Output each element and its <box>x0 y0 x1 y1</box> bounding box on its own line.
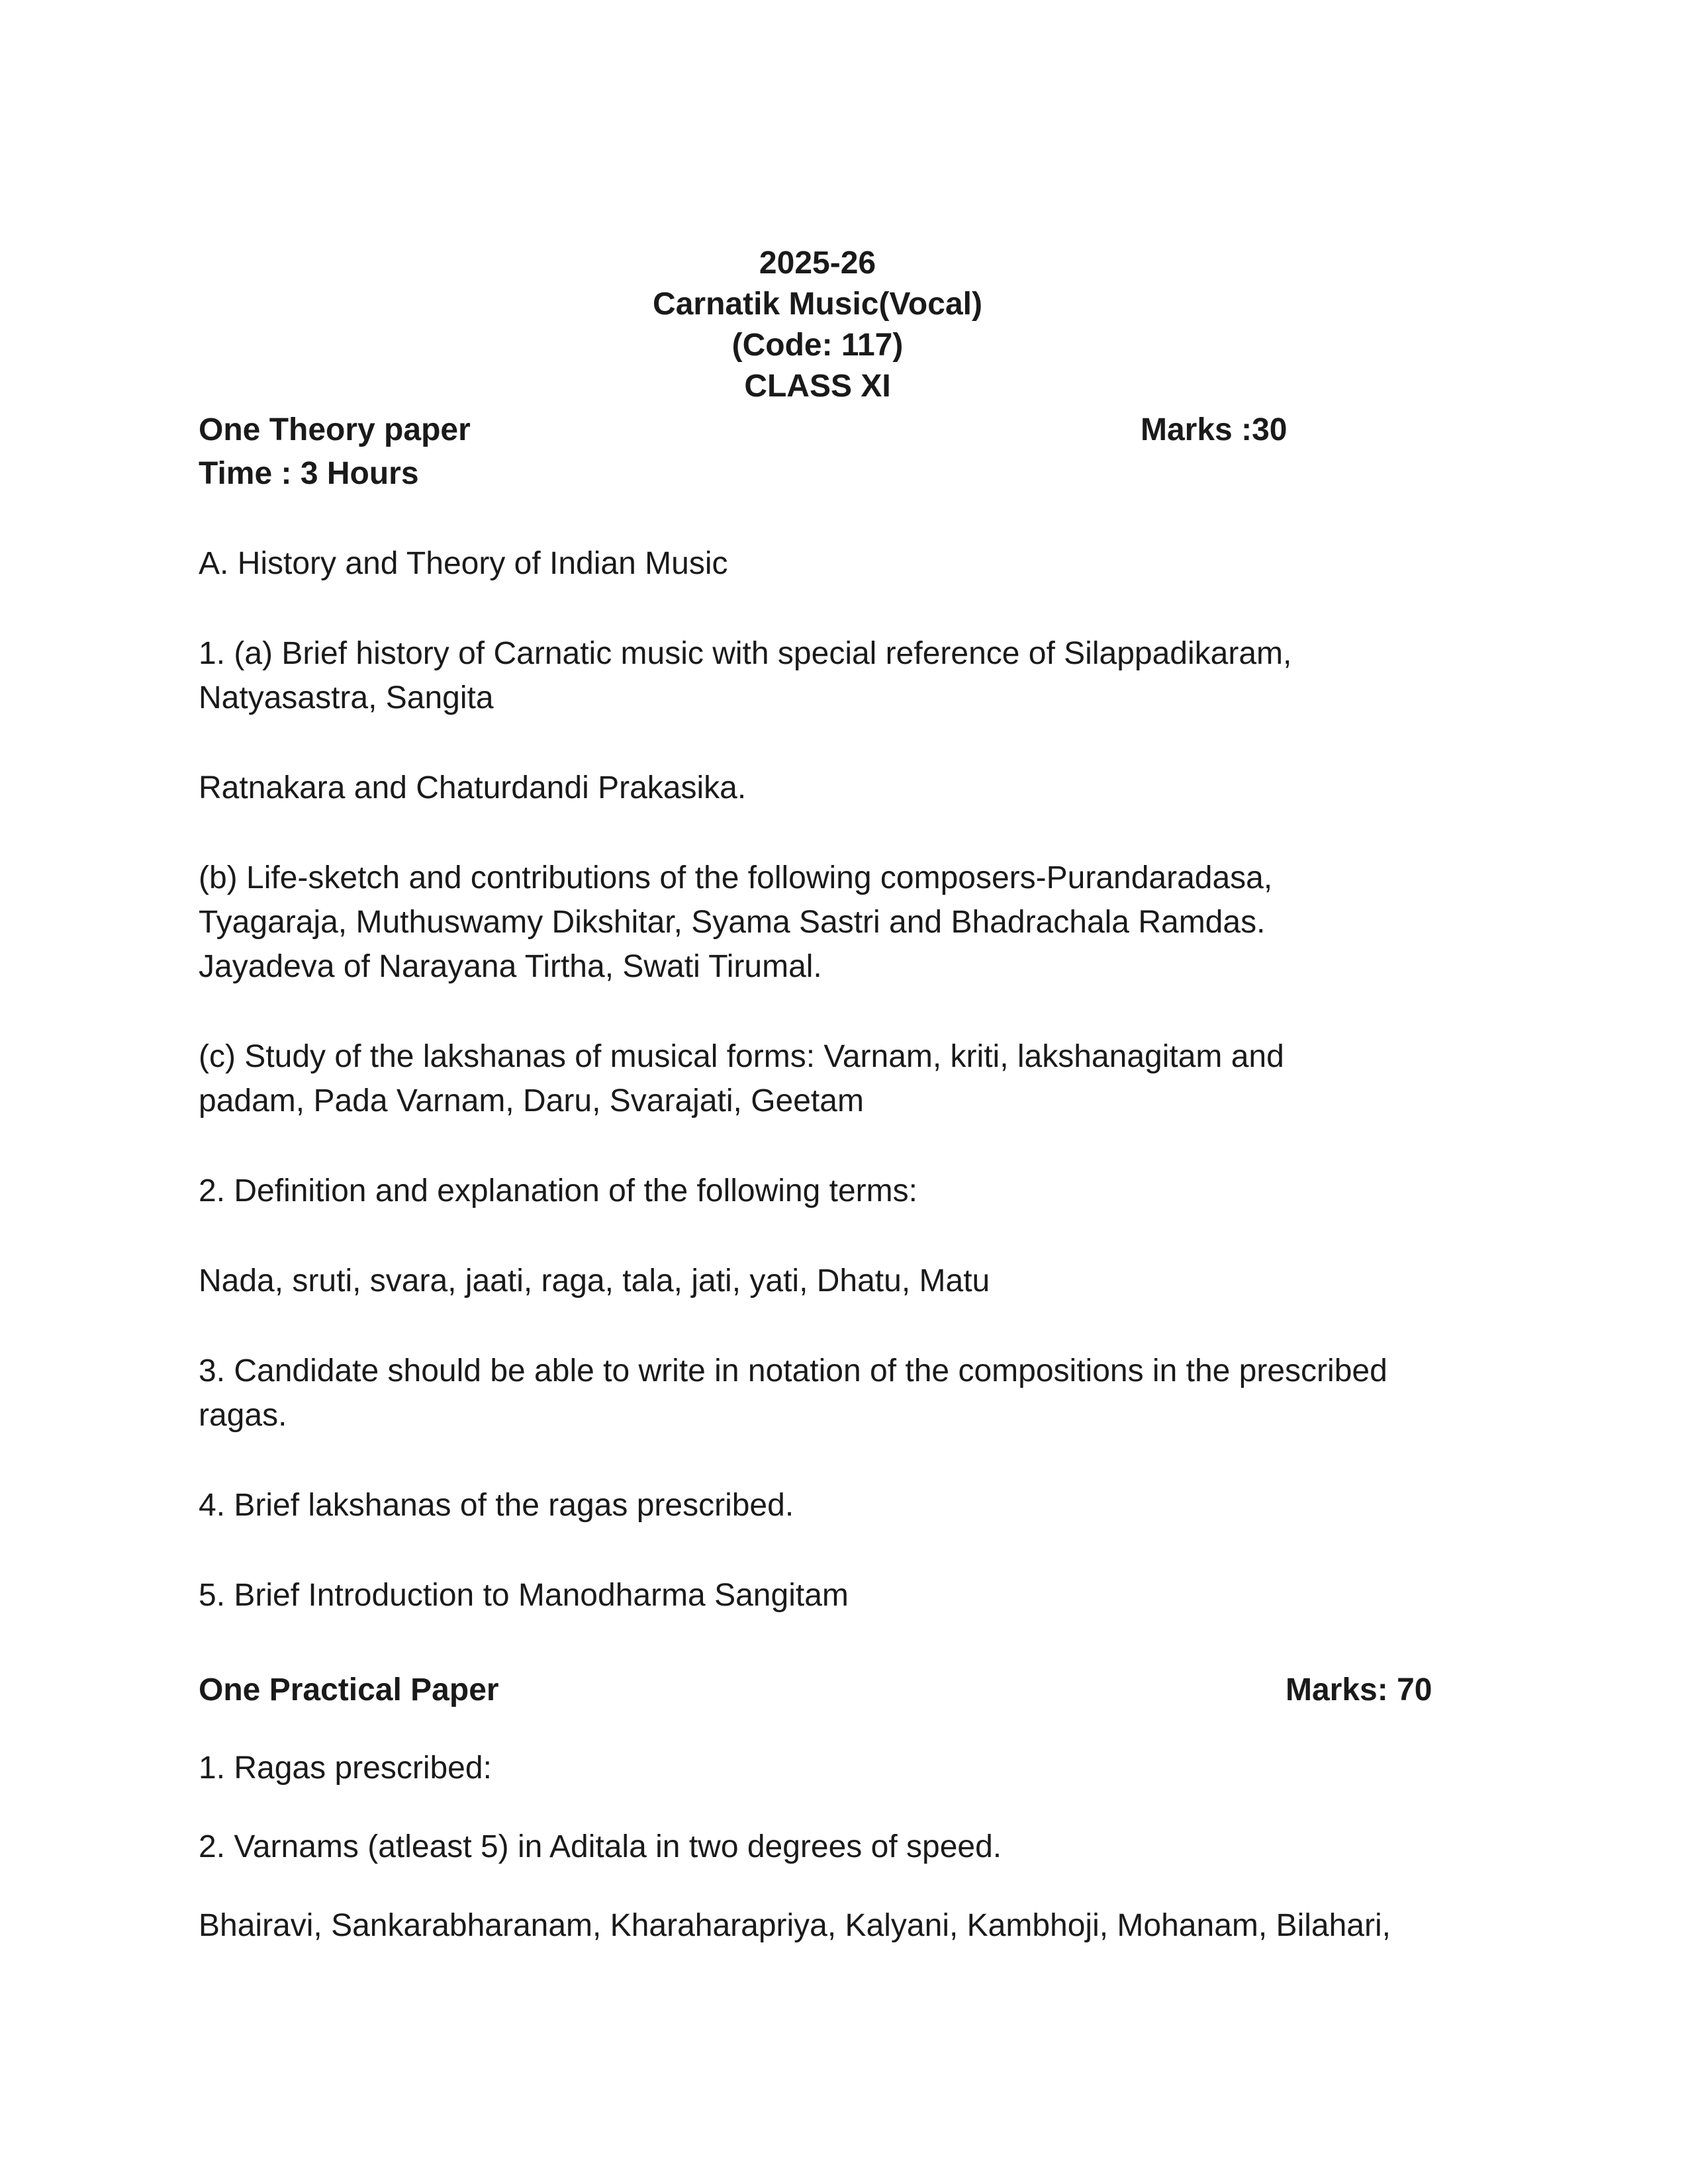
item-1b-line-2: Tyagaraja, Muthuswamy Dikshitar, Syama Sastri and Bhadrachala Ramdas. <box>199 905 1266 940</box>
item-2-terms: Nada, sruti, svara, jaati, raga, tala, jati, yati, Dhatu, Matu <box>199 1263 990 1298</box>
item-1c-line-1: (c) Study of the lakshanas of musical forms: Varnam, kriti, lakshanagitam and <box>199 1039 1284 1074</box>
item-3-line-1: 3. Candidate should be able to write in notation of the compositions in the prescribed <box>199 1353 1387 1388</box>
header-code: (Code: 117) <box>731 328 904 363</box>
item-4: 4. Brief lakshanas of the ragas prescribed. <box>199 1488 794 1523</box>
theory-marks: Marks :30 <box>1141 412 1288 447</box>
item-1b-line-1: (b) Life-sketch and contributions of the following composers-Purandaradasa, <box>199 860 1273 895</box>
header-year: 2025-26 <box>759 246 876 281</box>
practical-item-1: 1. Ragas prescribed: <box>199 1751 492 1786</box>
practical-paper-title: One Practical Paper <box>199 1672 499 1707</box>
section-a-heading: A. History and Theory of Indian Music <box>199 546 728 581</box>
item-1b-line-3: Jayadeva of Narayana Tirtha, Swati Tirumal. <box>199 949 822 984</box>
practical-marks: Marks: 70 <box>1286 1672 1432 1707</box>
theory-paper-title: One Theory paper <box>199 412 471 447</box>
item-2: 2. Definition and explanation of the following terms: <box>199 1173 917 1208</box>
item-1a-line-3: Ratnakara and Chaturdandi Prakasika. <box>199 770 747 805</box>
header-class: CLASS XI <box>744 369 891 404</box>
item-1a-line-1: 1. (a) Brief history of Carnatic music with special reference of Silappadikaram, <box>199 636 1292 671</box>
practical-ragas: Bhairavi, Sankarabharanam, Kharaharapriya, Kalyani, Kambhoji, Mohanam, Bilahari, <box>199 1908 1391 1943</box>
header-subject: Carnatik Music(Vocal) <box>653 287 982 322</box>
item-3-line-2: ragas. <box>199 1398 287 1433</box>
item-1c-line-2: padam, Pada Varnam, Daru, Svarajati, Geetam <box>199 1083 864 1118</box>
item-5: 5. Brief Introduction to Manodharma Sangitam <box>199 1578 849 1613</box>
theory-time: Time : 3 Hours <box>199 456 419 491</box>
item-1a-line-2: Natyasastra, Sangita <box>199 680 494 715</box>
practical-item-2: 2. Varnams (atleast 5) in Aditala in two degrees of speed. <box>199 1829 1002 1864</box>
